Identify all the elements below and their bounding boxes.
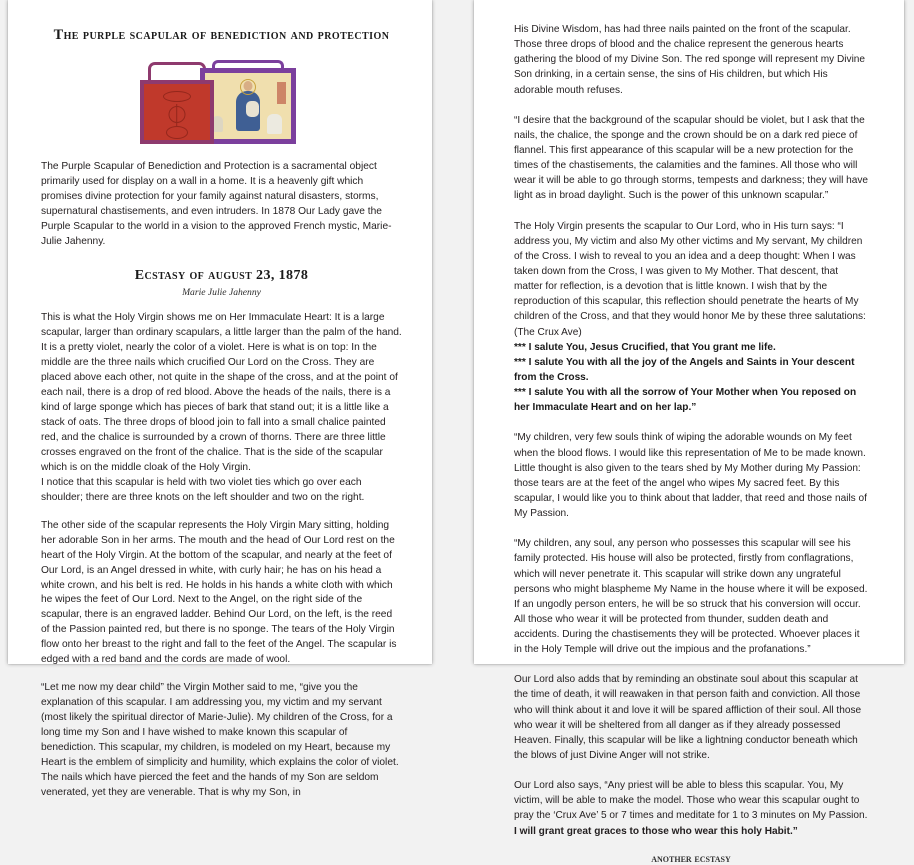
document-page-left (8, 0, 432, 799)
chalice-symbol-icon (166, 126, 188, 139)
salutation-line: *** I salute You with all the joy of the Angels and Saints in Your descent from the Cross. (514, 356, 855, 383)
body-paragraph: “My children, any soul, any person who possesses this scapular will see his family protected. His house will also be protected, firstly from conflagrations, which will never penetrate it. This scapular will strike down any ungrateful persons who might blaspheme My Name in the house where it will be exposed. If an ungodly person enters, he will be so struck that his conversion will occur. All those who wear it will be protected from thunder, sudden death and accidents. During the chastisements they will be protected. Whoever places it in the Holy Temple will drive out the impious and the profanations.” (514, 538, 868, 656)
body-paragraph: “My children, very few souls think of wiping the adorable wounds on My feet when the blood flows. I would like this representation of Me to be made known. Little thought is also given to the tears shed by My Mother during My Passion: those tears are at the feet of the angel who wipes My sacred feet. By this scapular, I would like you to think about that ladder, that reed and those nails of My Passion. (514, 432, 867, 520)
figure-child (246, 101, 259, 117)
body-paragraph: “Let me now my dear child” the Virgin Mother said to me, “give you the explanation of this scapular. I am addressing you, my victim and my servant (most likely the spiritual director of Marie-Julie). My children of the Cross, for a long time my Son and I have wished to make known this scapular of benediction. This scapular, my children, is modeled on my Heart, because my Heart is the emblem of simplicity and humility, which explains the color of violet. The nails which have pierced the feet and the hands of my Son are seldom venerated, yet they are venerable. That is why my Son, in (41, 682, 399, 799)
final-paragraph-lead: Our Lord also says, “Any priest will be able to bless this scapular. You, My victim, will be able to make the model. Those who wear this scapular ought to pray the ‘Crux Ave’ 5 or 7 times and meditate for 1 to 3 minutes on My Passion. (514, 780, 868, 822)
final-paragraph (514, 778, 868, 839)
crown-of-thorns-icon (168, 106, 185, 123)
holy-virgin-figure (233, 79, 263, 131)
scapular-panel-image (200, 68, 296, 144)
bottom-section-heading: another ecstasy (651, 852, 731, 865)
sponge-symbol-icon (163, 91, 191, 102)
scapular-image-field (205, 73, 291, 139)
purple-scapular-illustration (134, 58, 310, 146)
scapular-panel-symbols (140, 80, 214, 144)
document-page-right (474, 0, 904, 865)
scapular-red-flannel (144, 84, 210, 140)
salutations-list (514, 340, 868, 416)
section-heading: Ecstasy of august 23, 1878 (134, 267, 309, 283)
body-paragraph: I notice that this scapular is held with two violet ties which go over each shoulder; there are three knots on the left shoulder and two on the right. (41, 476, 365, 503)
figure-red-mark (277, 82, 286, 104)
scapular-cord-left (148, 62, 206, 82)
final-paragraph-emphasis: I will grant great graces to those who wear this holy Habit.” (514, 825, 798, 837)
body-paragraph: “I desire that the background of the scapular should be violet, but I ask that the nails, the chalice, the sponge and the crown should be on a dark red piece of flannel. This first appearance of this scapular will be a new protection for the times of the chastisements, the calamities and the famines. All those who will wear it will be able to go through storms, tempests and darkness; they will have light as in broad daylight. Such is the power of this unknown scapular.” (514, 114, 869, 202)
body-paragraph: His Divine Wisdom, has had three nails painted on the front of the scapular. Those three drops of blood and the chalice represent the generous hearts gathering the blood of my Divine Son. The red sponge will represent my Divine Son drinking, in a certain sense, the sins of His children, but which His adorable mouth refuses. (514, 24, 866, 96)
salutation-line: *** I salute You, Jesus Crucified, that You grant me life. (514, 341, 776, 353)
page-title: The purple scapular of benediction and protection (53, 27, 390, 43)
intro-paragraph: The Purple Scapular of Benediction and Protection is a sacramental object primarily used for display on a wall in a home. It is a heavenly gift which promises divine protection for your family against natural disasters, storms, supernatural chastisements, and even intruders. In 1878 Our Lady gave the Purple Scapular to the world in a vision to the approved French mystic, Marie-Julie Jahenny. (41, 160, 392, 247)
section-byline: Marie Julie Jahenny (182, 286, 261, 298)
figure-head (243, 81, 252, 91)
body-paragraph: The other side of the scapular represents the Holy Virgin Mary sitting, holding her adorable Son in her arms. The mouth and the head of Our Lord rest on the heart of the Holy Virgin. At the bottom of the scapular, and nearly at the feet of Our Lord, is an Angel dressed in white, with curly hair; he has on his head a white crown, and his belt is red. He holds in his hands a white cloth with which he wipes the feet of Our Lord. Next to the Angel, on the right side of the scapular, there is an engraved ladder. Behind Our Lord, on the left, is the reed of the Passion painted red, but there is no sponge. The tears of the Holy Virgin flow onto her breast to the right and fall to the feet of the Angel. The scapular is edged with a red band and the cords are made of wool. (41, 519, 397, 666)
body-paragraph: The Holy Virgin presents the scapular to Our Lord, who in His turn says: “I address you, My victim and also My other victims and My servant, My children of the Cross. I wish to reveal to you an idea and a deep thought: When I was taken down from the Cross, I was given to My Mother. That descent, that matter for reflection, is a devotion that is little known. I wish that by the reproduction of this scapular, this reflection should penetrate the hearts of My children of the Cross, and that they would honor Me by these three salutations: (The Crux Ave) (514, 220, 866, 338)
figure-angel (267, 114, 282, 134)
salutation-line: *** I salute You with all the sorrow of Your Mother when You reposed on her Immaculate Heart and on her lap.” (514, 387, 857, 414)
body-paragraph: Our Lord also adds that by reminding an obstinate soul about this scapular at the time of death, it will reawaken in that person faith and conviction. All those who will think about it and love it will be spared affliction of their soul. All those who wear it will be sheltered from all danger as if they already possessed Heaven. Finally, this scapular will be like a lightning conductor beneath which the blows of just Divine Anger will not strike. (514, 674, 862, 762)
body-paragraph: This is what the Holy Virgin shows me on Her Immaculate Heart: It is a large scapular, larger than ordinary scapulars, a little larger than the palm of the hand. It is a pretty violet, nearly the color of a violet. Here is what is on top: In the middle are the three nails which crucified Our Lord on the Cross. They are placed above each other, not quite in the shape of the cross, and at the point of each nail, there is a drop of red blood. Above the heads of the nails, there is a kind of large sponge which has pieces of bark that stand out; it is a little like a stack of oats. The three drops of blood join to fall into a small chalice painted red, and the chalice is surrounded by a crown of thorns. There are three little crosses engraved on the front of the chalice. That is the side of the scapular which is on the middle cloak of the Holy Virgin. (41, 311, 402, 473)
